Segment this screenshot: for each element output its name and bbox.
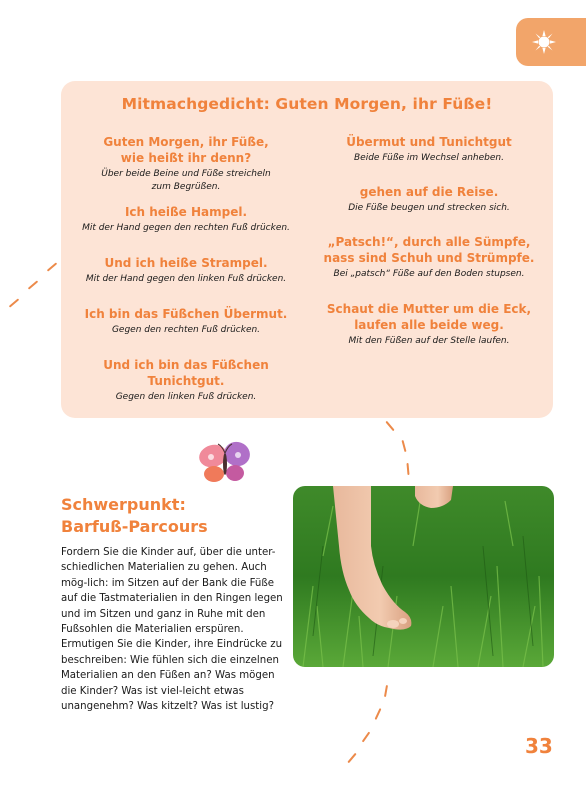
poem-instruction: Beide Füße im Wechsel anheben. bbox=[354, 153, 504, 163]
poem-stanza bbox=[316, 301, 542, 348]
poem-verse: gehen auf die Reise. bbox=[359, 185, 499, 199]
poem-instruction: Mit der Hand gegen den rechten Fuß drücken. bbox=[82, 223, 290, 233]
poem-stanza bbox=[73, 204, 299, 255]
poem-instruction: Gegen den linken Fuß drücken. bbox=[115, 392, 257, 402]
poem-stanza bbox=[316, 134, 542, 184]
page-number: 33 bbox=[525, 734, 553, 758]
section-body-text: Fordern Sie die Kinder auf, über die unter-schiedlichen Materialien zu gehen. Auch mög-lich: im Sitzen auf der Bank die Füße auf die Tastmaterialien in den Ringen legen und im Sitzen und ganz in Ruhe mit den Fußsohlen die Materialien erspüren. Ermutigen Sie die Kinder, ihre Eindrücke zu beschreiben: Wie fühlen sich die einzelnen Materialien an den Füßen an? Was mögen die Kinder? Was ist viel-leicht etwas unangenehm? Was kitzelt? Was ist lustig? bbox=[61, 547, 283, 713]
butterfly-icon bbox=[196, 441, 254, 487]
poem-stanza bbox=[73, 134, 299, 204]
poem-verse: Guten Morgen, ihr Füße, wie heißt ihr denn? bbox=[103, 135, 269, 165]
photo-illustration bbox=[293, 486, 554, 667]
poem-instruction: Über beide Beine und Füße streicheln zum Begrüßen. bbox=[101, 169, 271, 192]
poem-instruction: Bei „patsch“ Füße auf den Boden stupsen. bbox=[333, 269, 525, 279]
poem-instruction: Die Füße beugen und strecken sich. bbox=[348, 203, 510, 213]
chapter-tab bbox=[516, 18, 586, 66]
poem-verse: „Patsch!“, durch alle Sümpfe, nass sind Schuh und Strümpfe. bbox=[323, 235, 535, 265]
poem-stanza bbox=[73, 255, 299, 306]
sun-icon bbox=[532, 30, 556, 54]
poem-verse: Ich heiße Hampel. bbox=[124, 205, 248, 219]
poem-verse: Übermut und Tunichtgut bbox=[346, 135, 512, 149]
poem-instruction: Mit den Füßen auf der Stelle laufen. bbox=[348, 336, 510, 346]
poem-verse: Ich bin das Füßchen Übermut. bbox=[84, 307, 288, 321]
poem-stanza bbox=[316, 184, 542, 234]
section-heading: Schwerpunkt: Barfuß-Parcours bbox=[61, 495, 208, 536]
poem-verse: Schaut die Mutter um die Eck, laufen alle beide weg. bbox=[326, 302, 532, 332]
poem-verse: Und ich heiße Strampel. bbox=[104, 256, 268, 270]
poem-column-right bbox=[316, 134, 542, 348]
poem-title: Mitmachgedicht: Guten Morgen, ihr Füße! bbox=[121, 95, 493, 113]
poem-stanza bbox=[73, 306, 299, 357]
poem-verse: Und ich bin das Füßchen Tunichtgut. bbox=[103, 358, 269, 388]
poem-stanza bbox=[73, 357, 299, 404]
poem-column-left bbox=[73, 134, 299, 404]
poem-instruction: Mit der Hand gegen den linken Fuß drücken. bbox=[85, 274, 287, 284]
poem-instruction: Gegen den rechten Fuß drücken. bbox=[111, 325, 261, 335]
bare-feet-on-grass-photo bbox=[293, 486, 554, 667]
poem-box bbox=[61, 81, 553, 418]
poem-stanza bbox=[316, 234, 542, 301]
